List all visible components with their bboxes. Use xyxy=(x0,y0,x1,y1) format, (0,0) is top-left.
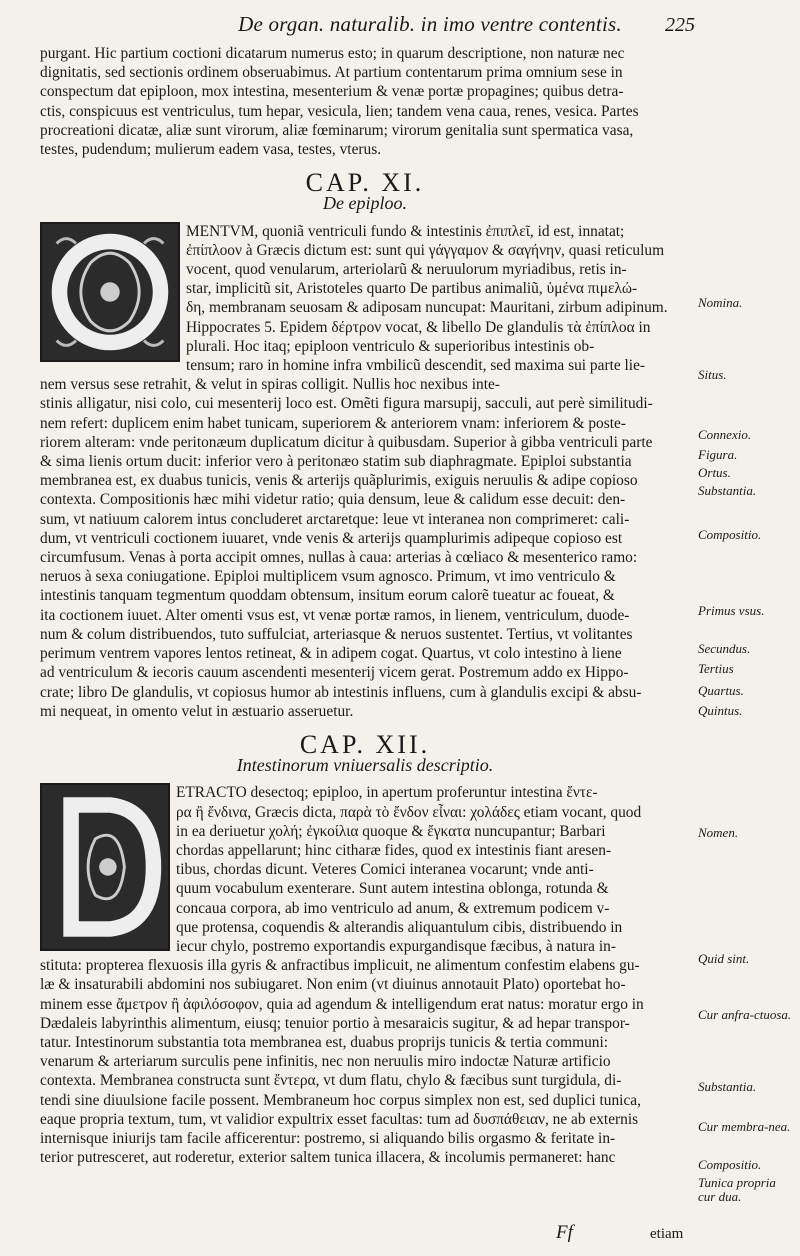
text-line: terior putresceret, aut roderetur, exterior saltem tunica illacera, & incolumis permaneret: hanc xyxy=(40,1149,616,1167)
margin-note: Figura. xyxy=(698,447,738,462)
text-line: contexta. Membranea constructa sunt ἔντερα, vt dum flatu, chylo & fæcibus sunt turgidula, di- xyxy=(40,1072,622,1090)
text-line: crate; libro De glandulis, vt copiosus humor ab intestinis influens, cum à glandulis excipi & absu- xyxy=(40,683,642,701)
chapter-subtitle: De epiploo. xyxy=(323,193,407,214)
margin-note: Substantia. xyxy=(698,483,757,498)
catchword: etiam xyxy=(650,1226,684,1242)
margin-note: Tertius xyxy=(698,661,734,676)
text-line: sum, vt natiuum calorem intus concluderet arctaretque: leue vt interanea non comprimeret: cali- xyxy=(40,510,630,528)
text-line: ρα ἢ ἔνδινα, Græcis dicta, παρὰ τὸ ἔνδον εἶναι: χολάδες etiam vocant, quod xyxy=(176,803,642,821)
text-line: Dædaleis labyrinthis alimentum, eiusq; tenuior portio à mesaraicis sugitur, & ad hepar transpor- xyxy=(40,1014,630,1032)
text-line: membranea est, ex duabus tunicis, venis & arterijs quãplurimis, exiguis neruulis & adipe copioso xyxy=(40,472,638,490)
text-line: eaque propria textum, tum, vt validior expultrix esset facultas: tum ad δυσπάθειαν, ne ab externis xyxy=(40,1110,639,1128)
margin-note: Ortus. xyxy=(698,465,731,480)
margin-note: Substantia. xyxy=(698,1079,757,1094)
margin-note: Nomen. xyxy=(698,825,739,840)
text-line: tatur. Intestinorum substantia tota membranea est, duabus proprijs tunicis & tertia communi: xyxy=(40,1033,609,1051)
text-line: stinis alligatur, nisi colo, cui mesenterij loco est. Omẽti figura marsupij, sacculi, aut perè similitudi- xyxy=(40,395,653,413)
text-line: Hippocrates 5. Epidem δέρτρον vocat, & libello De glandulis τὰ ἐπίπλοα in xyxy=(186,318,651,336)
decorated-initial-o-icon xyxy=(40,222,180,362)
chapter-subtitle: Intestinorum vniuersalis descriptio. xyxy=(236,755,494,776)
main-text xyxy=(40,44,690,1167)
text-line: mi nequeat, in omento velut in æstuario asseruetur. xyxy=(40,702,354,720)
text-line: nem versus sese retrahit, & velut in spiras colligit. Nullis hoc nexibus inte- xyxy=(40,376,500,394)
decorated-initial-d-icon xyxy=(40,783,170,951)
initial-block xyxy=(40,783,690,956)
text-line: & sima lienis ortum ducit: inferior vero à peritonæo statim sub diaphragmate. Epiploi substantia xyxy=(40,453,632,471)
text-line: ctis, conspicuus est ventriculus, tum hepar, vesicula, lien; tandem vena caua, renes, vesica. Partes xyxy=(40,102,639,120)
text-line: que protensa, coquendis & alterandis aliquantulum cibis, distribuendo in xyxy=(176,918,623,936)
margin-note: Cur membra-nea. xyxy=(698,1119,791,1134)
text-line: num & colum distribuendos, tuto suffulciat, arteriasque & neruos sustentet. Tertius, vt volitantes xyxy=(40,625,633,643)
text-line: chordas appellarunt; hinc citharæ fides, quod ex intestinis fiant aresen- xyxy=(176,841,612,859)
chapter11-paragraph xyxy=(40,375,690,721)
margin-note: Quintus. xyxy=(698,703,743,718)
text-line: dignitatis, sed sectionis ordinem obseruabimus. At partium contentarum prima omnium sese in xyxy=(40,64,623,82)
margin-note: Secundus. xyxy=(698,641,751,656)
text-line: star, implicitũ sit, Aristoteles quarto De partibus animaliũ, ὑμένα πιμελώ- xyxy=(186,280,638,298)
text-line: contexta. Compositionis hæc mihi videtur ratio; quia densum, leue & calidum esse decuit: den- xyxy=(40,491,626,509)
text-line: minem esse ἄμετρον ἢ ἀφιλόσοφον, quia ad agendum & intelligendum erat natus: moratur ergo in xyxy=(40,995,644,1013)
margin-note: Quartus. xyxy=(698,683,744,698)
text-line: conspectum dat epiploon, mox intestina, mesenterium & venæ portæ propagines; quibus detra- xyxy=(40,83,624,101)
margin-note: Cur anfra-ctuosa. xyxy=(698,1007,792,1022)
text-line: δη, membranam seuosam & adiposam nuncupat: Mauritani, zirbum adipinum. xyxy=(186,299,668,317)
margin-note: Nomina. xyxy=(698,295,743,310)
intro-paragraph xyxy=(40,44,690,159)
margin-note: Primus vsus. xyxy=(698,603,765,618)
text-line: ἐπίπλοον à Græcis dictum est: sunt qui γάγγαμον & σαγήνην, quasi reticulum xyxy=(186,241,665,259)
text-line: circumfusum. Venas à porta accipit omnes, nullas à caua: arterias à cœliaco & mesenterico ramo: xyxy=(40,549,638,567)
text-line: internisque iniurijs tam facile afficerentur: postremo, si aliquando bilis orgasmo & feritate in- xyxy=(40,1129,616,1147)
margin-note: Tunica propria cur dua. xyxy=(698,1175,776,1204)
chapter12-paragraph xyxy=(40,956,690,1167)
text-line: MENTVM, quoniã ventriculi fundo & intestinis ἐπιπλεῖ, id est, innatat; xyxy=(186,222,625,240)
text-line: intestinis tanquam tegmentum quoddam obtensum, insitum eorum calorẽ tueatur ac foueat, & xyxy=(40,587,615,605)
signature-mark: Ff xyxy=(556,1222,573,1243)
text-line: concaua corpora, ab imo ventriculo ad anum, & extremum podicem v- xyxy=(176,899,610,917)
text-line: dum, vt ventriculi coctionem iuuaret, vnde venis & arterijs quamplurimis adipeque copioso est xyxy=(40,529,623,547)
text-line: stituta: propterea flexuosis illa gyris & anfractibus implicuit, ne alimentum confestim elabens gu- xyxy=(40,957,640,975)
text-line: nem refert: duplicem enim habet tunicam, superiorem & anteriorem vnam: inferiorem & poste- xyxy=(40,414,626,432)
text-line: purgant. Hic partium coctioni dicatarum numerus esto; in quarum descriptione, non naturæ nec xyxy=(40,45,625,62)
running-head: De organ. naturalib. in imo ventre contentis. xyxy=(238,12,622,36)
margin-note: Situs. xyxy=(698,367,727,382)
text-line: tendi sine diuulsione facile possent. Membraneum hoc corpus simplex non est, sed duplici tunica, xyxy=(40,1091,641,1109)
text-line: vocent, quod venularum, arteriolarũ & neruulorum myriadibus, retis in- xyxy=(186,261,627,279)
text-line: in ea deriuetur χολή; ἐγκοίλια quoque & ἔγκατα nuncupantur; Barbari xyxy=(176,822,606,840)
text-line: venarum & arteriarum surculis pene infinitis, nec non neruulis miro indoctæ Naturæ artificio xyxy=(40,1053,611,1071)
page-number: 225 xyxy=(665,14,695,36)
initial-block xyxy=(40,222,690,376)
text-line: ETRACTO desectoq; epiploo, in apertum proferuntur intestina ἔντε- xyxy=(176,784,598,802)
text-line: tensum; raro in homine infra vmbilicũ descendit, sed maxima sui parte lie- xyxy=(186,357,646,375)
text-line: perimum ventrem vapores lentos retineat, & in adipem cogat. Quartus, vt colo intestino à liene xyxy=(40,645,622,663)
chapter-heading: CAP. XII. xyxy=(299,729,431,759)
text-line: iecur chylo, postremo exportandis expurgandisque fæcibus, à natura in- xyxy=(176,937,616,955)
text-line: plurali. Hoc itaq; epiploon ventriculo & superioribus intestinis ob- xyxy=(186,337,595,355)
chapter-heading: CAP. XI. xyxy=(305,168,425,198)
initial-text xyxy=(186,222,690,376)
text-line: tibus, chordas dicunt. Veteres Comici interanea vocarunt; vnde anti- xyxy=(176,861,594,879)
initial-text xyxy=(176,783,690,956)
text-line: quum vocabulum exenterare. Sunt autem intestina oblonga, rotunda & xyxy=(176,880,609,898)
text-line: ad ventriculum & iecoris cauum ascendenti mesenterij vicem gerat. Postremum addo ex Hippo- xyxy=(40,664,629,682)
text-line: riorem alteram: vnde peritonæum duplicatum dicitur à quibusdam. Superior à gibba ventriculi parte xyxy=(40,433,653,451)
text-line: procreationi dicatæ, aliæ sunt virorum, aliæ fœminarum; virorum genitalia sunt spermatica vasa, xyxy=(40,121,634,139)
margin-note: Compositio. xyxy=(698,527,762,542)
margin-note: Connexio. xyxy=(698,427,752,442)
text-line: testes, pudendum; mulierum eadem vasa, testes, vterus. xyxy=(40,141,382,159)
margin-note: Compositio. xyxy=(698,1157,762,1172)
text-line: læ & insaturabili abdomini nos subiugaret. Non enim (vt diuinus annotauit Plato) oportebat ho- xyxy=(40,976,626,994)
text-line: ita coctionem iuuet. Alter omenti vsus est, vt venæ portæ ramos, in lienem, ventriculum, duode- xyxy=(40,606,630,624)
text-line: neruos à sexa coniugatione. Epiploi multiplicem vsum agnosco. Primum, vt imo ventriculo & xyxy=(40,568,616,586)
margin-note: Quid sint. xyxy=(698,951,750,966)
